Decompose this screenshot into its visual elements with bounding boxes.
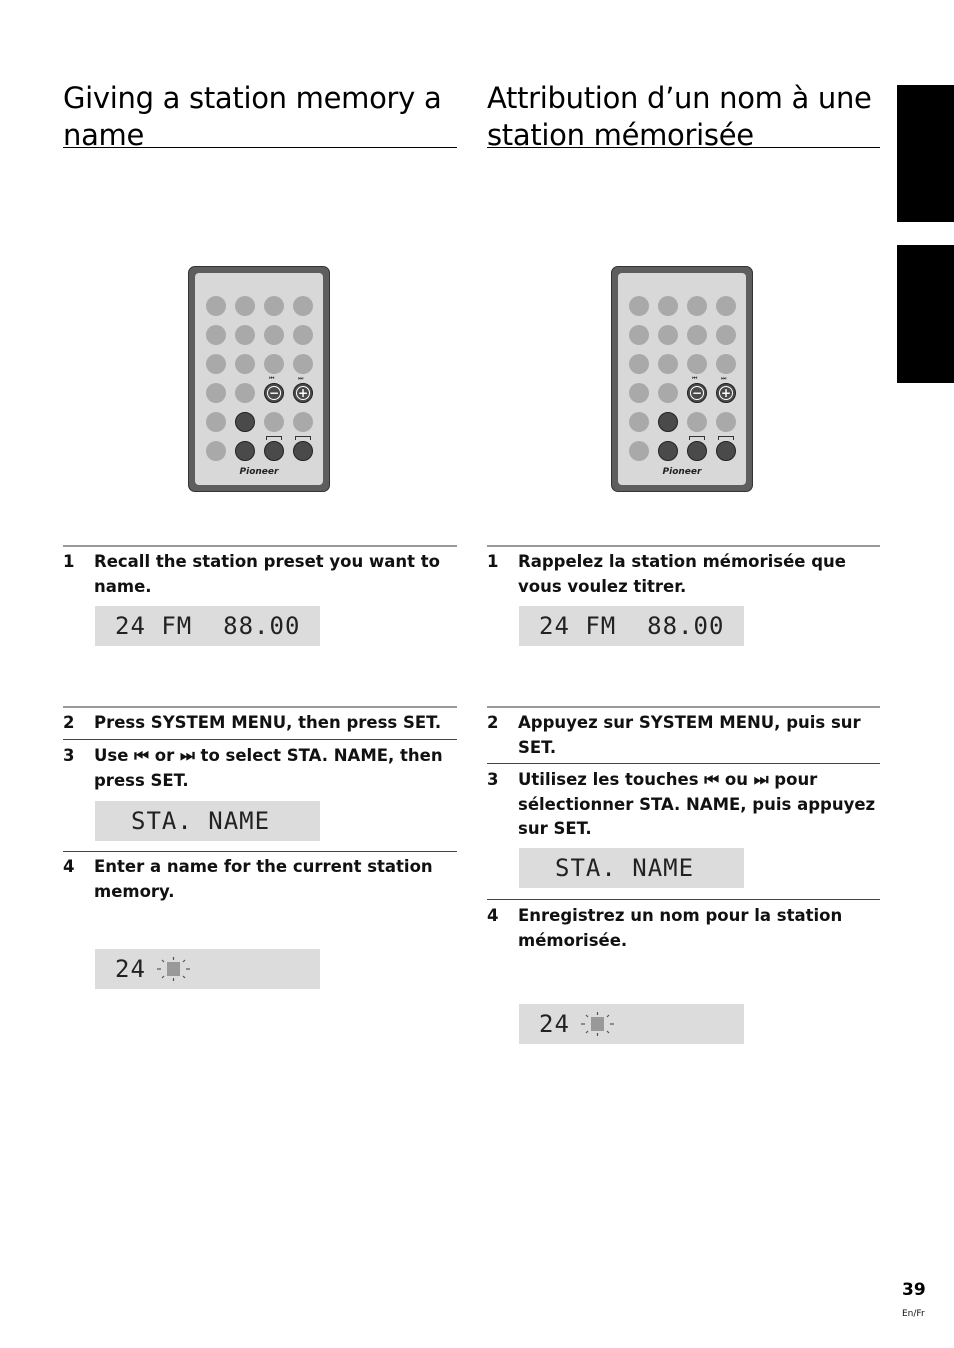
step-3: 3 Use ⏮ or ⏭ to select STA. NAME, then press SET.: [63, 746, 443, 790]
section-rule: [487, 706, 880, 708]
remote-button: [264, 325, 284, 345]
language-code: En/Fr: [902, 1309, 925, 1319]
system-menu-button-icon: [658, 441, 678, 461]
skip-forward-icon: ⏭: [298, 375, 303, 382]
remote-button: [658, 296, 678, 316]
plus-button-icon: +: [293, 383, 313, 403]
set-button-icon: [658, 412, 678, 432]
bracket-mark: [689, 436, 705, 440]
page-title-fr: Attribution d’un nom à une station mémorisée: [487, 80, 880, 148]
remote-button: [716, 412, 736, 432]
section-rule: [63, 706, 457, 708]
remote-button: [687, 354, 707, 374]
pioneer-logo: Pioneer: [239, 467, 279, 477]
display-preset-fr: 24 FM 88.00: [519, 606, 744, 646]
step-rule: [63, 739, 457, 740]
remote-button: [206, 296, 226, 316]
blinking-cursor-icon: [155, 957, 193, 981]
remote-control-illustration: [611, 266, 753, 492]
display-entry-fr: 24: [519, 1004, 744, 1044]
step-4: 4 Enter a name for the current station memory.: [63, 857, 433, 901]
remote-button: [264, 412, 284, 432]
plus-button-icon: +: [716, 383, 736, 403]
step-rule: [487, 763, 880, 764]
remote-button-dark: [687, 441, 707, 461]
page-number: 39: [902, 1280, 926, 1300]
display-entry: 24: [95, 949, 320, 989]
remote-button: [687, 412, 707, 432]
english-column: [63, 0, 457, 1348]
step-rule: [487, 899, 880, 900]
section-rule: [63, 545, 457, 547]
remote-button: [206, 441, 226, 461]
pioneer-logo: Pioneer: [662, 467, 702, 477]
step-rule: [63, 851, 457, 852]
remote-button-dark: [293, 441, 313, 461]
remote-button: [658, 354, 678, 374]
bracket-mark: [295, 436, 311, 440]
remote-button: [629, 441, 649, 461]
bracket-mark: [266, 436, 282, 440]
page-title: Giving a station memory a name: [63, 80, 457, 148]
remote-button: [235, 354, 255, 374]
step-3-fr: 3 Utilisez les touches ⏮ ou ⏭ pour sélectionner STA. NAME, puis appuyez sur SET.: [487, 770, 876, 838]
step-4-fr: 4 Enregistrez un nom pour la station mémorisée.: [487, 906, 843, 950]
remote-button: [235, 383, 255, 403]
display-menu-fr: STA. NAME: [519, 848, 744, 888]
remote-button: [293, 354, 313, 374]
remote-button: [629, 354, 649, 374]
remote-button: [629, 383, 649, 403]
remote-button: [206, 412, 226, 432]
remote-control-illustration: [188, 266, 330, 492]
display-menu: STA. NAME: [95, 801, 320, 841]
step-2-fr: 2 Appuyez sur SYSTEM MENU, puis sur SET.: [487, 713, 861, 757]
minus-button-icon: −: [687, 383, 707, 403]
set-button-icon: [235, 412, 255, 432]
step-1-fr: 1 Rappelez la station mémorisée que vous voulez titrer.: [487, 552, 846, 596]
bracket-mark: [718, 436, 734, 440]
minus-button-icon: −: [264, 383, 284, 403]
remote-button: [235, 296, 255, 316]
remote-button-dark: [264, 441, 284, 461]
section-rule: [487, 545, 880, 547]
skip-back-icon: ⏮: [269, 375, 274, 382]
remote-button: [716, 296, 736, 316]
remote-button: [687, 325, 707, 345]
skip-forward-icon: ⏭: [721, 375, 726, 382]
remote-button: [235, 325, 255, 345]
step-2: 2 Press SYSTEM MENU, then press SET.: [63, 713, 442, 732]
remote-button: [293, 325, 313, 345]
remote-button: [206, 383, 226, 403]
remote-button: [687, 296, 707, 316]
remote-button: [658, 325, 678, 345]
remote-button: [629, 325, 649, 345]
language-tab-french: [897, 245, 954, 383]
remote-button: [293, 412, 313, 432]
system-menu-button-icon: [235, 441, 255, 461]
remote-button: [658, 383, 678, 403]
language-tab-english: [897, 85, 954, 222]
remote-button: [293, 296, 313, 316]
skip-back-icon: ⏮: [692, 375, 697, 382]
remote-button: [264, 354, 284, 374]
remote-button: [716, 354, 736, 374]
remote-button: [264, 296, 284, 316]
remote-button: [206, 354, 226, 374]
remote-button: [716, 325, 736, 345]
step-1: 1 Recall the station preset you want to name.: [63, 552, 440, 596]
french-column: [487, 0, 880, 1348]
remote-button: [629, 296, 649, 316]
blinking-cursor-icon: [579, 1012, 617, 1036]
remote-button-dark: [716, 441, 736, 461]
remote-button: [206, 325, 226, 345]
display-preset: 24 FM 88.00: [95, 606, 320, 646]
remote-button: [629, 412, 649, 432]
